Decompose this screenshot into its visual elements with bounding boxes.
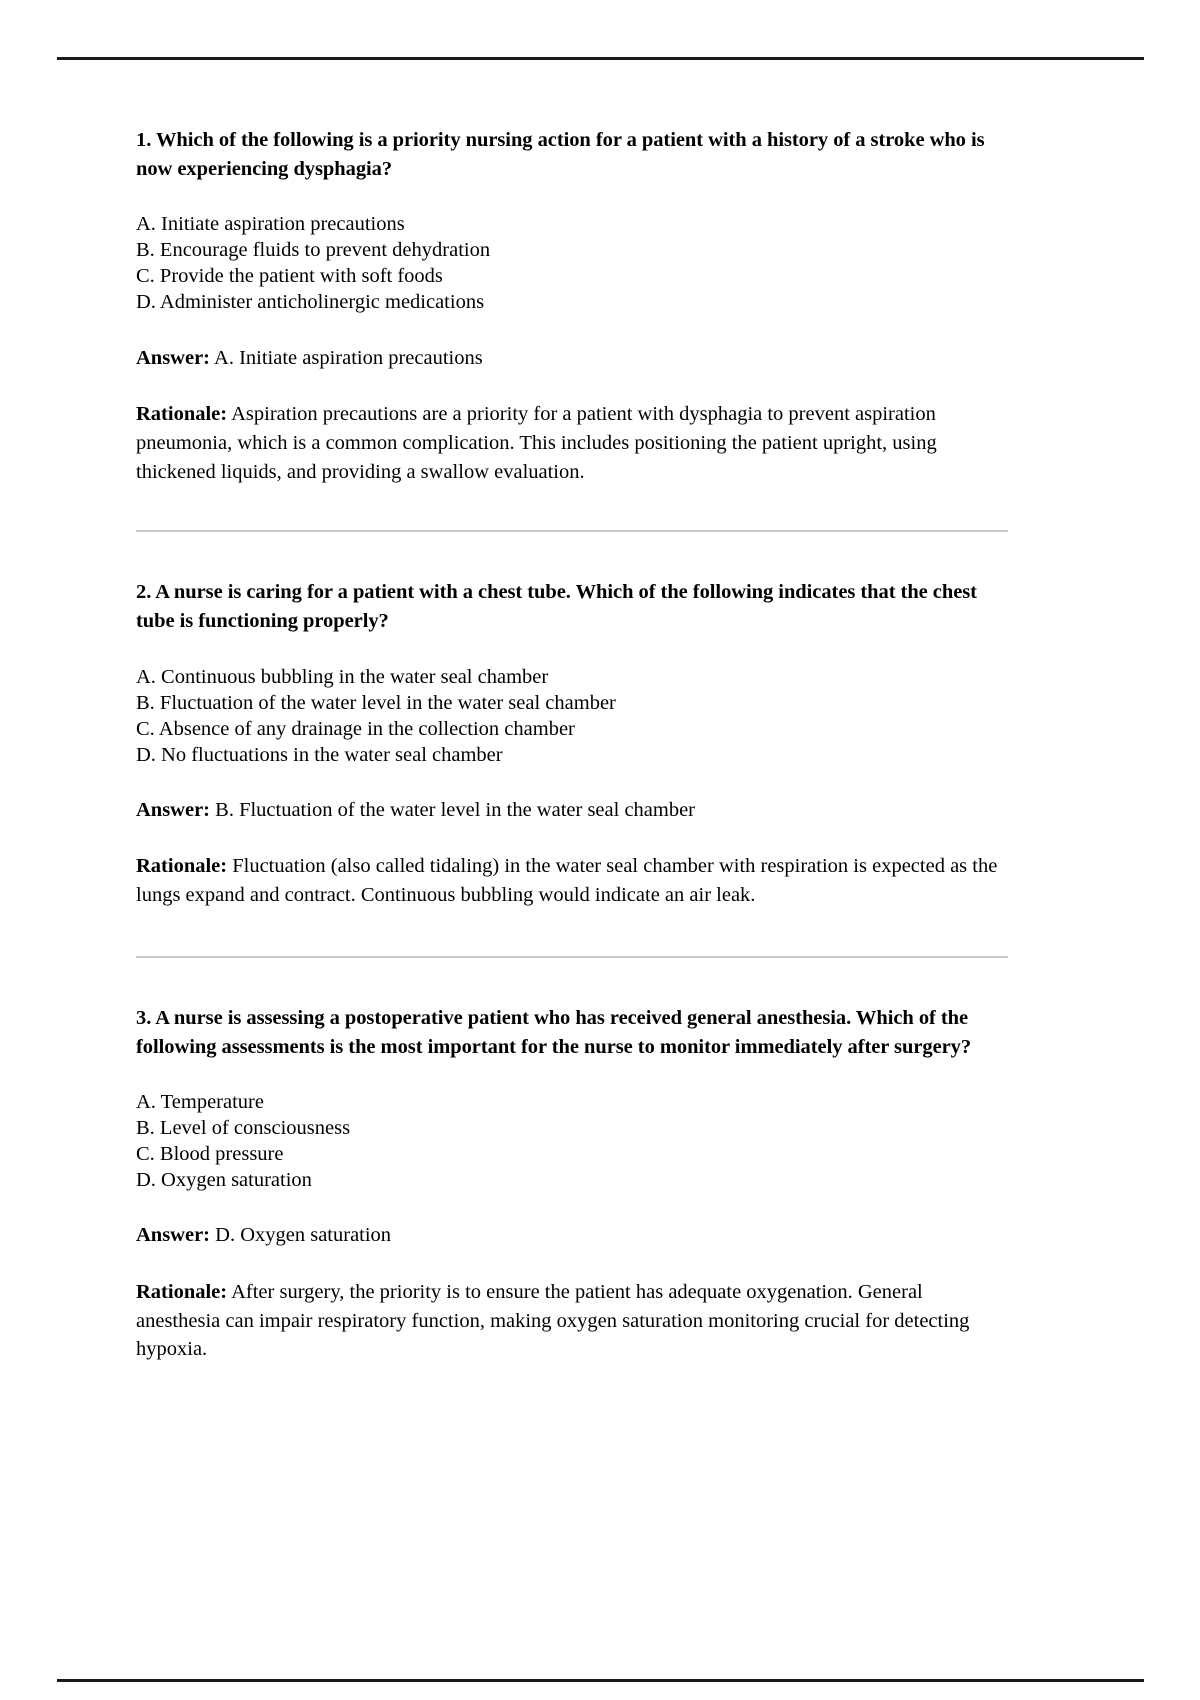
option-list [136, 1089, 1008, 1193]
option-a[interactable]: A. Temperature [136, 1091, 264, 1114]
option-d[interactable]: D. Administer anticholinergic medications [136, 291, 485, 314]
option-b[interactable]: B. Fluctuation of the water level in the water seal chamber [136, 691, 616, 714]
rationale-text: Fluctuation (also called tidaling) in the water seal chamber with respiration is expected as the lungs expand and contract. Continuous bubbling would indicate an air leak. [136, 855, 998, 907]
question-block-1 [136, 126, 1008, 486]
answer-text: A. Initiate aspiration precautions [214, 346, 483, 369]
answer-line [136, 344, 1008, 373]
question-stem: 1. Which of the following is a priority nursing action for a patient with a history of a stroke who is now experiencing dysphagia? [136, 129, 985, 180]
rationale-paragraph [136, 400, 1008, 486]
rationale-paragraph [136, 852, 1008, 909]
section-divider-2 [136, 956, 1008, 958]
question-block-3 [136, 1004, 1008, 1364]
option-a[interactable]: A. Initiate aspiration precautions [136, 213, 405, 236]
option-list [136, 664, 1008, 768]
answer-label: Answer: [136, 346, 211, 369]
rationale-paragraph [136, 1278, 1008, 1364]
option-d[interactable]: D. No fluctuations in the water seal chamber [136, 743, 503, 766]
question-stem: 3. A nurse is assessing a postoperative patient who has received general anesthesia. Which of the following assessments is the most important for the nurse to monitor immediately after surgery? [136, 1006, 972, 1058]
rationale-text: Aspiration precautions are a priority for a patient with dysphagia to prevent aspiration pneumonia, which is a common complication. This includes positioning the patient upright, using thickened liquids, and providing a swallow evaluation. [136, 403, 937, 483]
option-list [136, 211, 1008, 315]
answer-label: Answer: [136, 798, 211, 821]
option-b[interactable]: B. Level of consciousness [136, 1117, 351, 1140]
question-stem: 2. A nurse is caring for a patient with a chest tube. Which of the following indicates that the chest tube is functioning properly? [136, 581, 977, 632]
rationale-label: Rationale: [136, 855, 228, 878]
option-d[interactable]: D. Oxygen saturation [136, 1169, 312, 1192]
answer-line [136, 1221, 1008, 1250]
question-block-2 [136, 578, 1008, 910]
section-divider-1 [136, 530, 1008, 532]
rationale-label: Rationale: [136, 403, 228, 426]
option-c[interactable]: C. Blood pressure [136, 1143, 284, 1166]
rationale-label: Rationale: [136, 1281, 228, 1303]
page-top-rule [57, 57, 1144, 60]
option-b[interactable]: B. Encourage fluids to prevent dehydration [136, 239, 491, 262]
page-bottom-rule [57, 1679, 1144, 1682]
option-c[interactable]: C. Provide the patient with soft foods [136, 265, 443, 288]
option-a[interactable]: A. Continuous bubbling in the water seal chamber [136, 665, 549, 688]
answer-label: Answer: [136, 1224, 211, 1247]
answer-text: B. Fluctuation of the water level in the water seal chamber [215, 798, 696, 821]
answer-text: D. Oxygen saturation [215, 1224, 392, 1247]
option-c[interactable]: C. Absence of any drainage in the collection chamber [136, 717, 575, 740]
answer-line [136, 796, 1008, 825]
document-content [136, 126, 1008, 1364]
rationale-text: After surgery, the priority is to ensure the patient has adequate oxygenation. General anesthesia can impair respiratory function, making oxygen saturation monitoring crucial for detecting hypoxia. [136, 1281, 970, 1361]
